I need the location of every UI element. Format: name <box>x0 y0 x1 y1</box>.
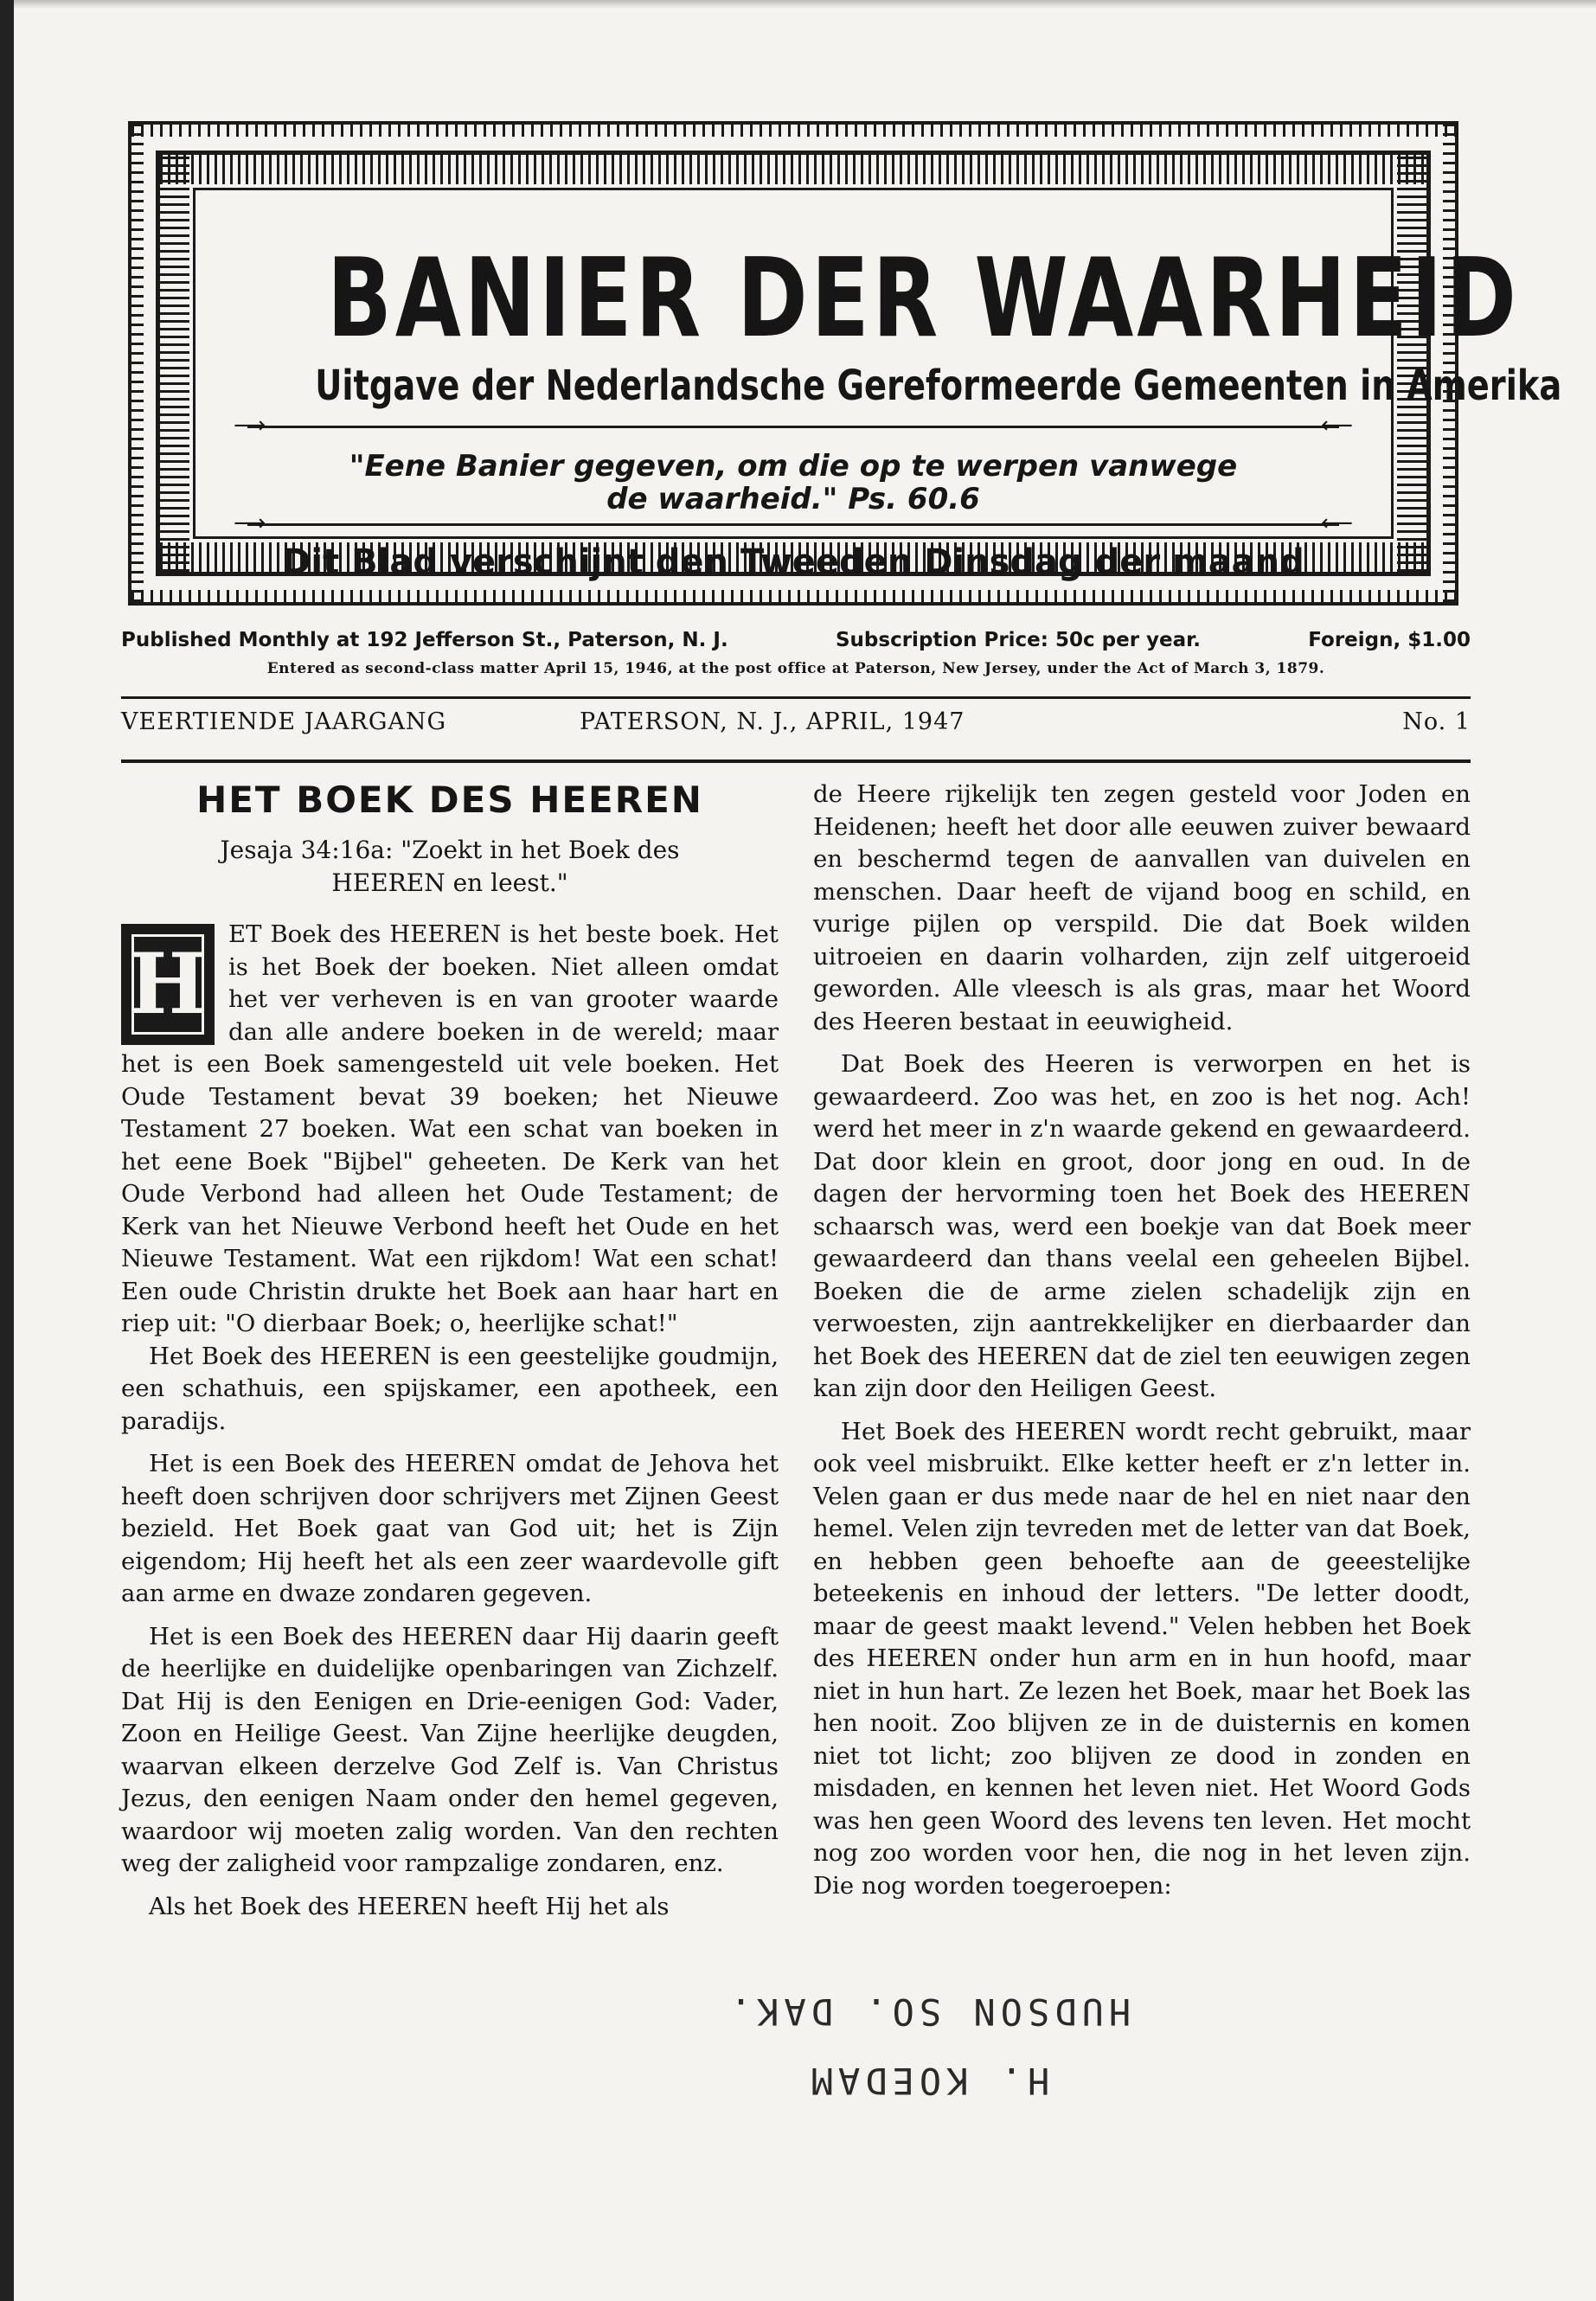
paragraph-3: Het is een Boek des HEEREN omdat de Jehova het heeft doen schrijven door schrijvers met Zijnen Geest bezield. Het Boek gaat van God uit; het is Zijn eigendom; Hij heeft het als een zeer waardevolle gift aan arme en dwaze zondaren gegeven. <box>121 1450 779 1607</box>
initial-letter: H <box>128 935 208 1033</box>
subscription-price: Subscription Price: 50c per year. <box>835 629 1201 651</box>
divider-top <box>121 696 1471 699</box>
volume-label: VEERTIENDE JAARGANG <box>121 708 447 735</box>
paragraph-4: Het is een Boek des HEEREN daar Hij daarin geeft de heerlijke en duidelijke openbaringen van Zichzelf. Dat Hij is den Eenigen en Drie-eenigen God: Vader, Zoon en Heilige Geest. Van Zijne heerlijke deugden, waarvan elkeen derzelve God Zelf is. Van Christus Jezus, den eenigen Naam onder den hemel gegeven, waardoor wij moeten zalig worden. Van den rechten weg der zaligheid voor rampzalige zondaren, enz. <box>121 1622 779 1877</box>
rule-arrow-left-icon: ⟶ <box>234 413 266 439</box>
issue-place-date: PATERSON, N. J., APRIL, 1947 <box>580 708 965 735</box>
rule-arrow-left-icon: ⟶ <box>234 510 266 536</box>
paragraph-5: Als het Boek des HEEREN heeft Hij het als <box>149 1892 670 1920</box>
masthead-border <box>156 151 1562 582</box>
masthead <box>128 121 1562 606</box>
publication-line <box>121 628 1471 652</box>
verse-line-2: HEEREN en leest." <box>331 868 568 897</box>
masthead-motto <box>195 450 1391 516</box>
motto-line-1: "Eene Banier gegeven, om die op te werpen vanwege <box>349 449 1238 484</box>
masthead-title: BANIER DER WAARHEID <box>327 234 1520 362</box>
rule-arrow-right-icon: ⟵ <box>1320 510 1353 536</box>
paragraph-1: ET Boek des HEEREN is het beste boek. Het is het Boek der boeken. Niet alleen omdat het ver verheven is en van grooter waarde dan alle andere boeken in de wereld; maar het is een Boek samengesteld uit vele boeken. Het Oude Testament bevat 39 boeken; het Nieuwe Testament 27 boeken. Wat een schat van boeken in het eene Boek "Bijbel" geheeten. De Kerk van het Oude Verbond had alleen het Oude Testament; de Kerk van het Nieuwe Verbond heeft het Oude en het Nieuwe Testament. Wat een rijkdom! Wat een schat! Een oude Christin drukte het Boek aan haar hart en riep uit: "O dierbaar Boek; o, heerlijke schat!" <box>121 920 779 1337</box>
paragraph-2: Het Boek des HEEREN is een geestelijke goudmijn, een schathuis, een spijskamer, een apotheek, een paradijs. <box>121 1342 779 1435</box>
masthead-subtitle: Uitgave der Nederlandsche Gereformeerde Gemeenten in Amerika <box>315 362 1562 410</box>
opening-paragraph-block <box>121 919 779 1341</box>
masthead-schedule: Dit Blad verschijnt den Tweeden Dinsdag der maand <box>282 542 1304 582</box>
article-title: HET BOEK DES HEEREN <box>196 779 703 821</box>
address-stamp-line-1: H. KOEDAM <box>805 2060 1050 2102</box>
page-scan-edge-left <box>0 0 14 2301</box>
article-column-left <box>121 779 779 1923</box>
published-address: Published Monthly at 192 Jefferson St., Paterson, N. J. <box>121 629 728 651</box>
article-verse <box>121 834 779 900</box>
paragraph-6: de Heere rijkelijk ten zegen gesteld voor Joden en Heidenen; heeft het door alle eeuwen zuiver bewaard en beschermd tegen de aanvallen van duivelen en menschen. Daar heeft de vijand boog en schild, en vurige pijlen op verspild. Die dat Boek wilden uitroeien en daarin volharden, zijn zelf uitgeroeid geworden. Alle vleesch is als gras, maar het Woord des Heeren bestaat in eeuwigheid. <box>813 780 1471 1035</box>
masthead-rule-bottom <box>247 523 1339 526</box>
masthead-rule-top <box>247 426 1339 428</box>
divider-bottom <box>121 760 1471 763</box>
paragraph-8: Het Boek des HEEREN wordt recht gebruikt, maar ook veel misbruikt. Elke ketter heeft er z'n letter in. Velen gaan er dus mede naar de hel en niet naar den hemel. Velen zijn tevreden met de letter van dat Boek, en hebben geen behoefte aan de geeestelijke beteekenis en inhoud der letters. "De letter doodt, maar de geest maakt levend." Velen hebben het Boek des HEEREN onder hun arm en in hun hoofd, maar niet in hun hart. Ze lezen het Boek, maar het Boek las hen nooit. Zoo blijven ze in de duisternis en komen niet tot licht; zoo blijven ze dood in zonden en misdaden, en kennen het leven niet. Het Woord Gods was hen geen Woord des levens ten leven. Het mocht nog zoo worden voor hen, die nog in het leven zijn. Die nog worden toegeroepen: <box>813 1417 1471 1900</box>
foreign-price: Foreign, $1.00 <box>1308 629 1471 651</box>
verse-line-1: Jesaja 34:16a: "Zoekt in het Boek des <box>220 836 680 864</box>
decorative-initial-icon <box>121 924 215 1045</box>
page-scan-edge-top <box>0 0 1596 9</box>
address-stamp-line-2: HUDSON SO. DAK. <box>724 1990 1131 2033</box>
article-column-right <box>813 779 1471 1902</box>
masthead-panel <box>193 188 1562 582</box>
paragraph-7: Dat Boek des Heeren is verworpen en het is gewaardeerd. Zoo was het, en zoo is het nog. Ach! werd het meer in z'n waarde gekend en gewaardeerd. Dat door klein en groot, door jong en oud. In de dagen der hervorming toen het Boek des HEEREN schaarsch was, werd een boekje van dat Boek meer gewaardeerd dan thans veelal een geheelen Bijbel. Boeken die de arme zielen schadelijk zijn en verwoesten, zijn aantrekkelijker en dierbaarder dan het Boek des HEEREN dat de ziel ten eeuwigen zegen kan zijn door den Heiligen Geest. <box>813 1050 1471 1402</box>
issue-number: No. 1 <box>1402 708 1471 735</box>
motto-line-2: de waarheid." Ps. 60.6 <box>606 482 980 516</box>
entered-notice: Entered as second-class matter April 15, 1946, at the post office at Paterson, New Jersey, under the Act of March 3, 1879. <box>266 660 1325 677</box>
rule-arrow-right-icon: ⟵ <box>1320 413 1353 439</box>
